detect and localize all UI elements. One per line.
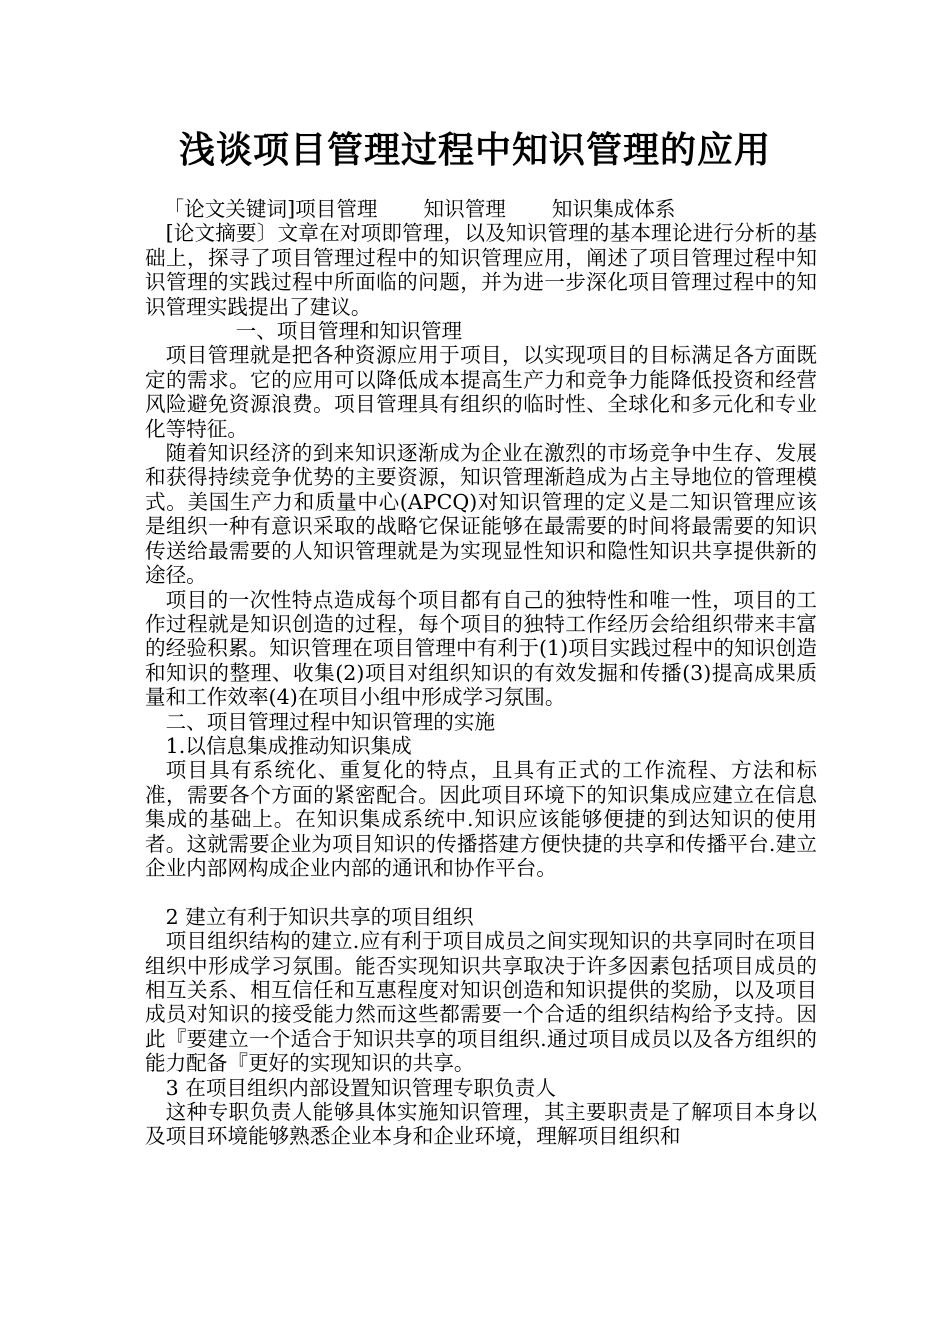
abstract-paragraph: [论文摘要〕文章在对项即管理，以及知识管理的基本理论进行分析的基础上，探寻了项目管理过程中的知识管理应用，阐述了项目管理过程中知识管理的实践过程中所面临的问题，并为进一步深化项目管理过程中的知识管理实践提出了建议。 [145,221,817,319]
paragraph-6: 这种专职负责人能够具体实施知识管理，其主要职责是了解项目本身以及项目环境能够熟悉企业本身和企业环境，理解项目组织和 [145,1100,817,1149]
paragraph-1: 项目管理就是把各种资源应用于项目，以实现项目的目标满足各方面既定的需求。它的应用可以降低成本提高生产力和竞争力能降低投资和经营风险避免资源浪费。项目管理具有组织的临时性、全球化和多元化和专业化等特征。 [145,343,817,441]
paragraph-5: 项目组织结构的建立.应有利于项目成员之间实现知识的共享同时在项目组织中形成学习氛围。能否实现知识共享取决于许多因素包括项目成员的相互关系、相互信任和互惠程度对知识创造和知识提供的奖励，以及项目成员对知识的接受能力然而这些都需要一个合适的组织结构给予支持。因此『要建立一个适合于知识共享的项目组织.通过项目成员以及各方组织的能力配备『更好的实现知识的共享。 [145,929,817,1076]
keyword-3: 知识集成体系 [551,197,676,221]
keyword-2: 知识管理 [423,197,506,221]
subsection-1-heading: 1.以信息集成推动知识集成 [165,733,412,758]
section-2-heading: 二、项目管理过程中知识管理的实施 [165,709,496,734]
document-title: 浅谈项目管理过程中知识管理的应用 [178,129,771,171]
paragraph-2: 随着知识经济的到来知识逐渐成为企业在激烈的市场竞争中生存、发展和获得持续竞争优势的主要资源，知识管理渐趋成为占主导地位的管理模式。美国生产力和质量中心(APCQ)对知识管理的定义是二知识管理应该是组织一种有意识采取的战略它保证能够在最需要的时间将最需要的知识传送给最需要的人知识管理就是为实现显性知识和隐性知识共享提供新的途径。 [145,441,817,588]
subsection-3-heading: 3 在项目组织内部设置知识管理专职负责人 [165,1075,556,1100]
section-1-heading: 一、项目管理和知识管理 [235,319,463,344]
paragraph-4: 项目具有系统化、重复化的特点，且具有正式的工作流程、方法和标准，需要各个方面的紧密配合。因此项目环境下的知识集成应建立在信息集成的基础上。在知识集成系统中.知识应该能够便捷的到达知识的使用者。这就需要企业为项目知识的传播搭建方便快捷的共享和传播平台.建立企业内部网构成企业内部的通讯和协作平台。 [145,758,817,880]
document-body [145,197,817,1149]
paragraph-3: 项目的一次性特点造成每个项目都有自己的独特性和唯一性，项目的工作过程就是知识创造的过程，每个项目的独特工作经历会给组织带来丰富的经验积累。知识管理在项目管理中有利于(1)项目实践过程中的知识创造和知识的整理、收集(2)项目对组织知识的有效发掘和传播(3)提高成果质量和工作效率(4)在项目小组中形成学习氛围。 [145,587,817,710]
blank-line [145,880,817,904]
subsection-2-heading: 2 建立有利于知识共享的项目组织 [165,904,474,929]
keywords-line [145,197,817,221]
keywords-label: 「论文关键词]项目管理 [163,197,378,221]
